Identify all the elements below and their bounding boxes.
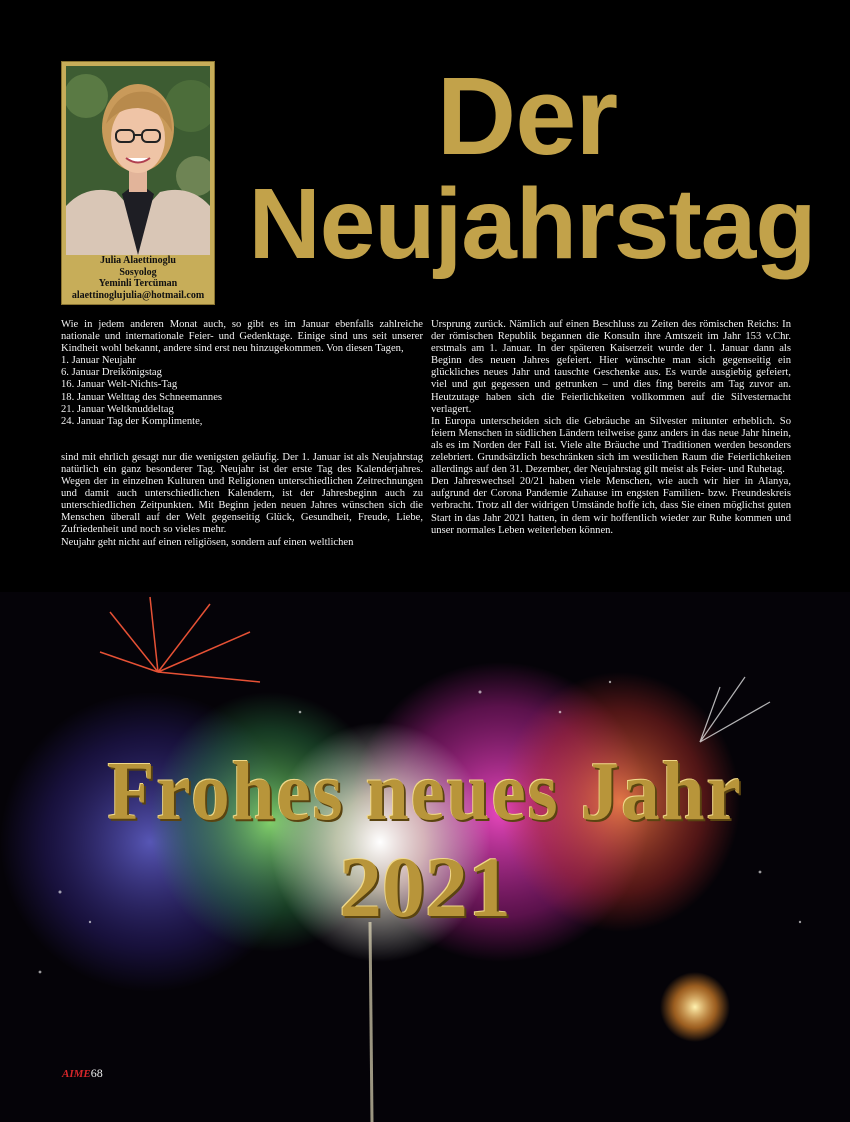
author-caption <box>62 255 214 301</box>
day-list-item: 24. Januar Tag der Komplimente, <box>61 415 203 427</box>
article-column-right <box>431 319 791 537</box>
europe-paragraph: In Europa unterscheiden sich die Gebräuche an Silvester mitunter erheblich. So feiern Menschen in südlichen Ländern teilweise ganz anders in das neue Jahr hinein, als es im Norden der Fall ist. Viele alte Bräuche und Traditionen werden besonders zelebriert. Grundsätzlich beschränken sich im westlichen Raum die Feierlichkeiten allerdings auf den 31. Dezember, der Neujahrstag gilt meist als Feier- und Ruhetag. <box>431 415 791 476</box>
title-line-1: Der <box>436 55 618 178</box>
closing-paragraph: Den Jahreswechsel 20/21 haben viele Menschen, wie auch wir hier in Alanya, aufgrund der Corona Pandemie Zuhause im engsten Familien- bzw. Freundeskreis verbracht. Trotz all der widrigen Umstände hoffe ich, dass Sie einen möglichst guten Start in das Jahr 2021 hatten, in dem wir hoffentlich wieder zur Ruhe kommen und unser normales Leben weiterleben können. <box>431 476 791 536</box>
greeting-year: 2021 <box>339 839 511 935</box>
author-email: alaettinoglujulia@hotmail.com <box>71 289 205 301</box>
day-list <box>61 355 423 428</box>
day-list-item: 16. Januar Welt-Nichts-Tag <box>61 379 178 391</box>
author-photo <box>66 66 210 255</box>
article-title <box>222 55 842 280</box>
intro-paragraph: Wie in jedem anderen Monat auch, so gibt es im Januar ebenfalls zahlreiche nationale und internationale Feier- und Gedenktage. Einige sind uns seit unserer Kindheit wohl bekannt, andere sind erst neu hinzugekommen. Von diesen Tagen, <box>61 319 423 355</box>
author-name: Julia Alaettinoglu <box>100 255 176 266</box>
title-line-2: Neujahrstag <box>248 168 816 280</box>
body-paragraph: sind mit ehrlich gesagt nur die wenigsten geläufig. Der 1. Januar ist als Neujahrstag natürlich ein ganz besonderer Tag. Neujahr ist der erste Tag des Kalenderjahres. Wegen der in einzelnen Kulturen und Religionen unterschiedlichen Zeitrechnungen und damit auch unterschiedlichen Kalendern, ist der Jahresbeginn auch zu unterschiedlichen Zeitpunkten. Mit Beginn jeden neuen Jahres wünschen sich die Menschen überall auf der Welt gegenseitig Glück, Gesundheit, Freude, Liebe, Zufriedenheit und noch so vieles mehr. <box>61 451 423 536</box>
author-role-translator: Yeminli Tercüman <box>98 278 178 289</box>
day-list-item: 1. Januar Neujahr <box>61 355 137 367</box>
new-year-greeting <box>0 745 850 935</box>
day-list-item: 6. Januar Dreikönigstag <box>61 367 162 379</box>
continued-paragraph: Neujahr geht nicht auf einen religiösen, sondern auf einen weltlichen <box>61 536 354 548</box>
magazine-logo: AIME <box>62 1068 91 1080</box>
history-paragraph: Ursprung zurück. Nämlich auf einen Beschluss zu Zeiten des römischen Reichs: In der römischen Republik begannen die Konsuln ihre Amtszeit im Jahr 153 v.Chr. erstmals am 1. Januar. In der späteren Kaiserzeit wurde der 1. Januar dann als Beginn des neuen Jahres gefeiert. Hier wünschte man sich gegenseitig ein glückliches neues Jahr und tauschte Geschenke aus. Es wurde ausgiebig gefeiert, viel und gut gegessen und getrunken – und dies fing bereits am Tag zuvor an. Heutzutage haben sich die Feierlichkeiten vollkommen auf die Silvesternacht verlagert. <box>431 319 791 415</box>
greeting-line-1: Frohes neues Jahr <box>107 745 743 838</box>
article-column-left <box>61 319 423 549</box>
day-list-item: 18. Januar Welttag des Schneemannes <box>61 391 223 403</box>
author-card <box>61 61 215 305</box>
day-list-item: 21. Januar Weltknuddeltag <box>61 403 174 415</box>
author-role-sociologist: Sosyolog <box>119 266 157 278</box>
page-footer <box>62 1066 103 1081</box>
page-number: 68 <box>90 1066 103 1080</box>
portrait-image <box>66 66 210 255</box>
